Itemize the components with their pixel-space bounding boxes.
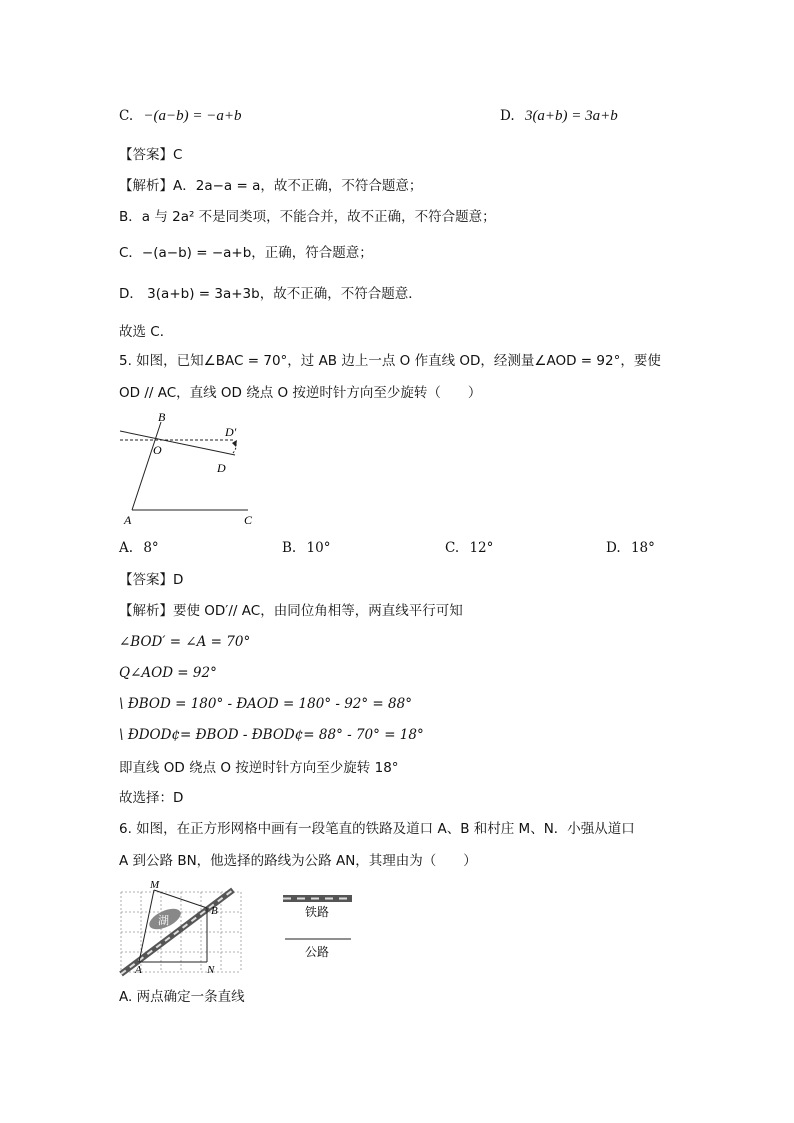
road-legend-label: 公路 — [305, 945, 330, 959]
label-m: M — [150, 879, 160, 891]
q5-stem-line: OD // AC，直线 OD 绕点 O 按逆时针方向至少旋转（ ） — [119, 385, 482, 401]
q6-stem-line: A 到公路 BN，他选择的路线为公路 AN，其理由为（ ） — [119, 853, 477, 869]
q6-figure — [115, 876, 245, 978]
q4-option-d-math: 3(a+b) = 3a+b — [524, 108, 618, 124]
label-n: N — [207, 964, 215, 976]
q5-figure — [115, 408, 265, 530]
line-od — [120, 431, 235, 455]
road-mb — [154, 890, 207, 908]
label-b: B — [211, 905, 218, 917]
q5-option-b: B. 10° — [282, 540, 331, 556]
q5-option-value: 12° — [469, 540, 494, 556]
q5-option-value: 18° — [630, 540, 655, 556]
q5-option-value: 8° — [143, 540, 159, 556]
q4-analysis-line: B．a 与 2a² 不是同类项，不能合并，故不正确，不符合题意； — [119, 209, 496, 225]
q4-answer: 【答案】C — [119, 147, 183, 163]
q4-option-c — [119, 106, 242, 126]
q4-option-c-label: C. — [119, 108, 134, 124]
label-c: C — [244, 513, 253, 527]
q5-analysis-line: ∠BOD′ = ∠A = 70° — [119, 634, 251, 650]
q4-conclusion: 故选 C． — [119, 324, 174, 340]
label-o: O — [153, 443, 162, 457]
label-a: A — [124, 513, 132, 527]
q4-option-c-math: −(a−b) = −a+b — [143, 108, 242, 124]
q5-analysis-line: 故选择：D — [119, 790, 184, 806]
railway-legend-label: 铁路 — [305, 905, 330, 919]
q6-legend — [280, 892, 360, 962]
q5-option-a: A. 8° — [119, 540, 159, 556]
q4-analysis-line: D． 3(a+b) = 3a+3b，故不正确，不符合题意． — [119, 286, 422, 302]
label-d-prime: D′ — [225, 425, 237, 439]
rotation-arrow-icon — [232, 440, 237, 447]
q4-analysis-line: C．−(a−b) = −a+b，正确，符合题意； — [119, 245, 373, 261]
q5-option-c: C. 12° — [445, 540, 494, 556]
segment-ab — [132, 422, 161, 510]
q5-analysis-line: \ ÐBOD = 180° - ÐAOD = 180° - 92° = 88° — [119, 696, 412, 712]
lake-label: 湖 — [158, 915, 169, 927]
q5-analysis-line: 即直线 OD 绕点 O 按逆时针方向至少旋转 18° — [119, 760, 399, 776]
label-b: B — [158, 410, 166, 424]
q6-stem-line: 6. 如图，在正方形网格中画有一段笔直的铁路及道口 A、B 和村庄 M、N．小强从道口 — [119, 821, 635, 837]
q4-analysis-line: 【解析】A．2a−a = a，故不正确，不符合题意； — [119, 178, 423, 194]
q5-analysis-line: \ ÐDOD¢= ÐBOD - ÐBOD¢= 88° - 70° = 18° — [119, 727, 424, 743]
q5-option-d: D. 18° — [606, 540, 655, 556]
q6-option-a: A. 两点确定一条直线 — [119, 989, 245, 1005]
q5-analysis-line: 【解析】要使 OD′// AC，由同位角相等，两直线平行可知 — [119, 603, 463, 619]
q5-stem-line: 5. 如图，已知∠BAC = 70°，过 AB 边上一点 O 作直线 OD，经测量∠AOD = 92°，要使 — [119, 353, 661, 369]
q5-answer: 【答案】D — [119, 572, 184, 588]
label-d: D — [217, 461, 226, 475]
q5-analysis-line: Q∠AOD = 92° — [119, 665, 217, 681]
q4-option-d — [500, 106, 618, 126]
label-a: A — [135, 964, 142, 976]
q5-option-value: 10° — [306, 540, 331, 556]
q4-option-d-label: D. — [500, 108, 515, 124]
